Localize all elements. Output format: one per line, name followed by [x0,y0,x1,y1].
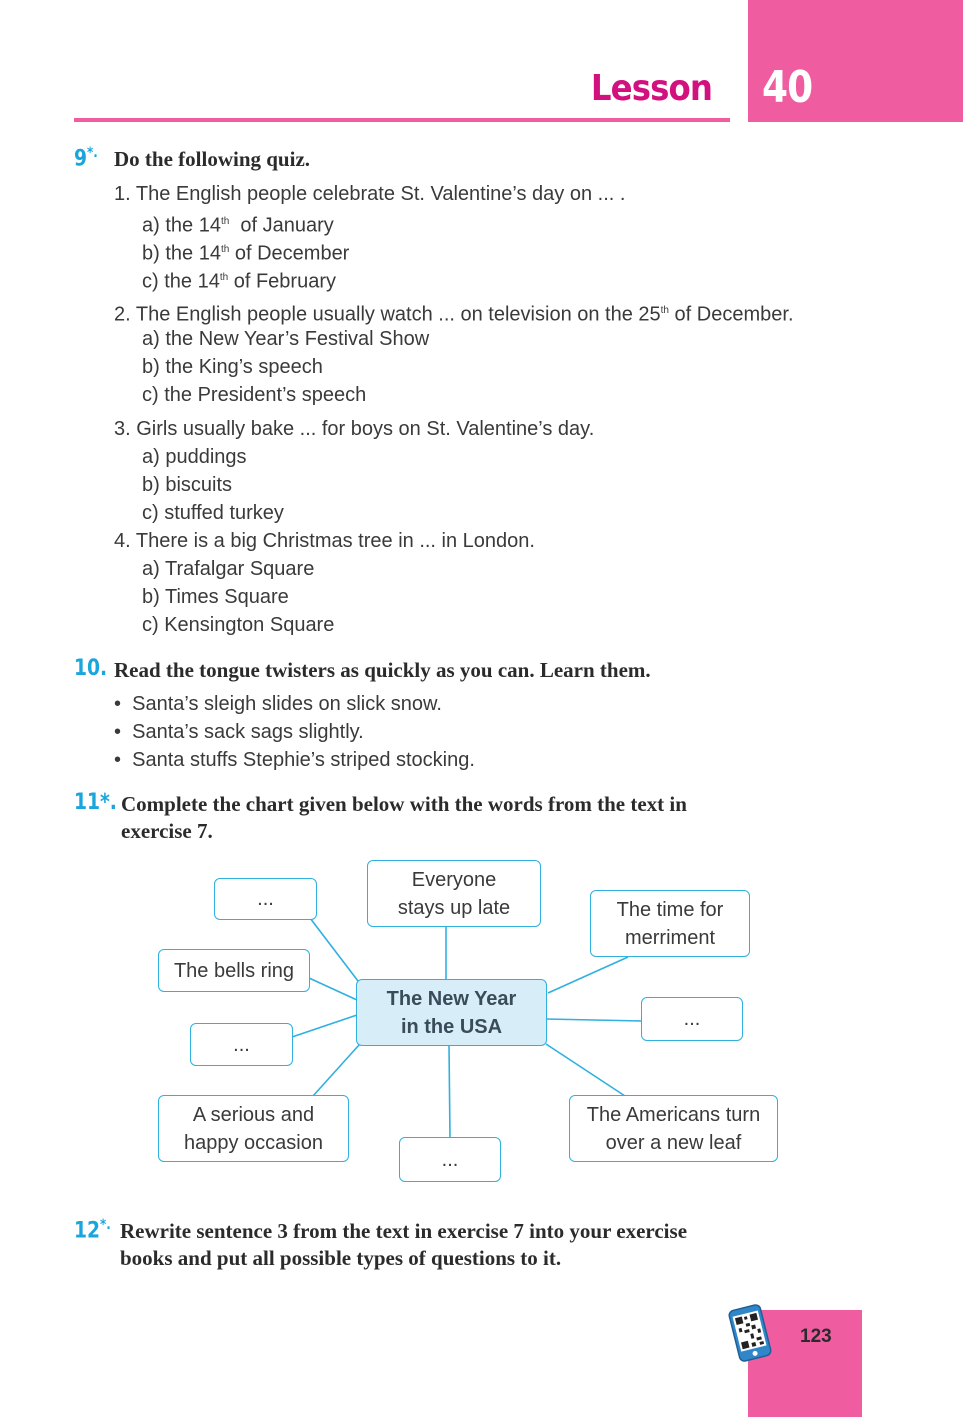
connector-bottom [449,1045,450,1138]
quiz-option: a) Trafalgar Square [142,558,315,580]
quiz-option: c) stuffed turkey [142,502,284,524]
quiz-question-4: 4. There is a big Christmas tree in ... in London. [114,530,535,552]
lesson-number: 40 [762,62,813,113]
exercise-11-title-line1: Complete the chart given below with the words from the text in [121,792,687,816]
quiz-question-1: 1. The English people celebrate St. Valentine’s day on ... . [114,183,626,205]
exercise-11-number: 11*. [74,790,117,815]
chart-node-bottom-right: The Americans turn over a new leaf [569,1095,778,1162]
connector-right [546,1019,642,1021]
chart-node-bottom: ... [399,1137,501,1182]
exercise-12-title-line2: books and put all possible types of questions to it. [120,1246,562,1270]
exercise-10-number: 10. [74,656,108,681]
chart-node-right: ... [641,997,743,1041]
tongue-twister-item: • Santa’s sleigh slides on slick snow. [114,693,442,715]
quiz-option: b) the 14th of December [142,242,350,265]
quiz-option: b) the King’s speech [142,356,323,378]
lesson-label: Lesson [590,68,712,109]
tongue-twister-item: • Santa stuffs Stephie’s striped stocking. [114,749,475,771]
quiz-option: b) biscuits [142,474,233,496]
chart-node-left-lower: ... [190,1023,293,1066]
connector-top-right [548,957,628,993]
page-number: 123 [800,1326,832,1347]
connector-left [309,978,357,1000]
chart-node-left: The bells ring [158,949,310,992]
chart-node-top-right: The time for merriment [590,890,750,957]
quiz-option: a) puddings [142,446,247,468]
quiz-option: a) the New Year’s Festival Show [142,328,430,350]
quiz-option: c) the 14th of February [142,270,336,293]
quiz-option: b) Times Square [142,586,289,608]
phone-qr-icon [724,1303,776,1363]
exercise-9-title: Do the following quiz. [114,147,311,171]
quiz-question-2: 2. The English people usually watch ... on television on the 25th of December. [114,303,794,326]
connector-top-left [310,918,358,981]
quiz-option: a) the 14th of January [142,214,334,237]
chart-node-top: Everyone stays up late [367,860,541,927]
exercise-12-title-line1: Rewrite sentence 3 from the text in exercise 7 into your exercise [120,1219,688,1243]
connector-left-lower [292,1015,357,1037]
connector-bottom-right [546,1044,625,1096]
quiz-question-3: 3. Girls usually bake ... for boys on St. Valentine’s day. [114,418,595,440]
chart-center-node: The New Year in the USA [356,979,547,1046]
exercise-12-number: 12*. [74,1217,111,1244]
exercise-10-title: Read the tongue twisters as quickly as you can. Learn them. [114,658,651,682]
chart-node-bottom-left: A serious and happy occasion [158,1095,349,1162]
exercise-9-number: 9*. [74,145,98,172]
quiz-option: c) Kensington Square [142,614,335,636]
connector-bottom-left [313,1045,359,1096]
quiz-option: c) the President’s speech [142,384,367,406]
chart-node-top-left: ... [214,878,317,920]
exercise-11-title-line2: exercise 7. [121,819,213,843]
tongue-twister-item: • Santa’s sack sags slightly. [114,721,364,743]
